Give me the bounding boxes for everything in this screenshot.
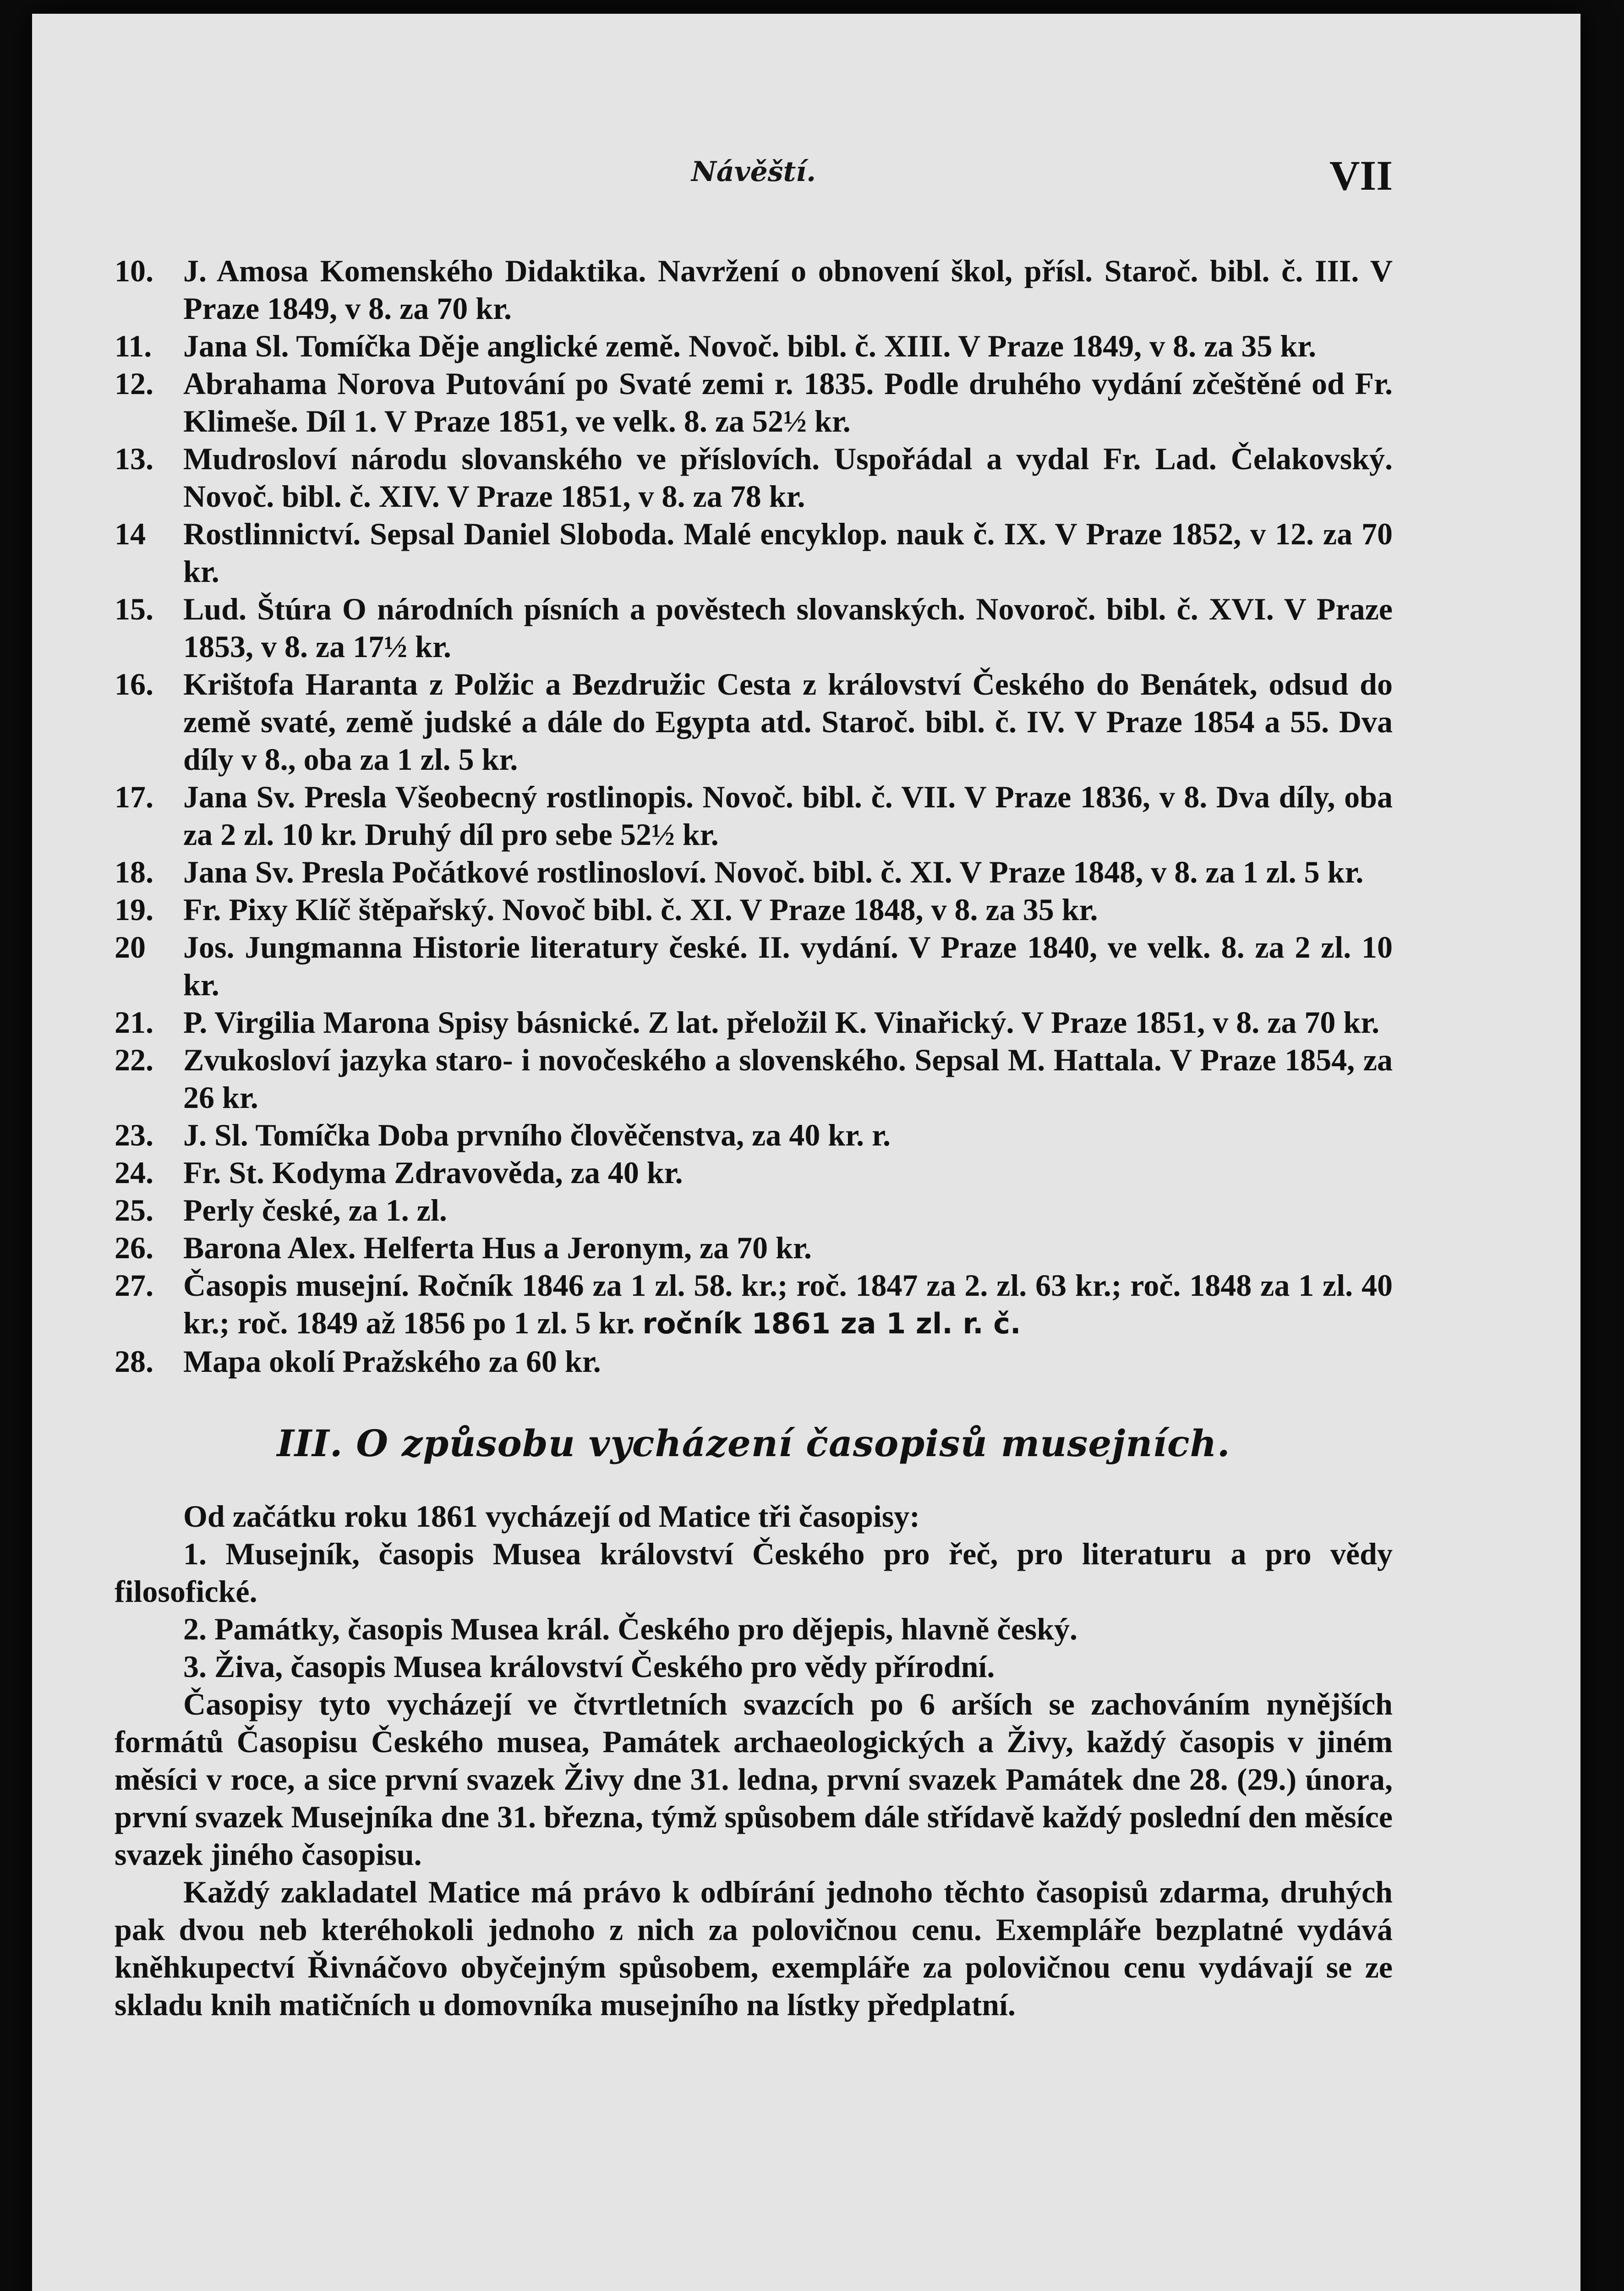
list-item-text: Abrahama Norova Putování po Svaté zemi r. 1835. Podle druhého vydání zčeštěné od Fr. Klimeše. Díl 1. V Praze 1851, ve velk. 8. za 52½ kr. [183, 366, 1393, 438]
list-item [115, 1003, 1393, 1041]
book-page [32, 14, 1580, 2291]
list-item-number: 19. [115, 892, 153, 927]
list-item-number: 24. [115, 1155, 153, 1190]
list-item-text: Mapa okolí Pražského za 60 kr. [183, 1344, 601, 1379]
running-title: Návěští. [691, 156, 816, 188]
list-item-number: 26. [115, 1230, 153, 1265]
list-item-number: 15. [115, 592, 153, 626]
list-item-text: Perly české, za 1. zl. [183, 1193, 447, 1228]
list-item-text: Jos. Jungmanna Historie literatury české. II. vydání. V Praze 1840, ve velk. 8. za 2 zl. 10 kr. [183, 930, 1393, 1002]
list-item-text: Jana Sv. Presla Všeobecný rostlinopis. Novoč. bibl. č. VII. V Praze 1836, v 8. Dva díly, oba za 2 zl. 10 kr. Druhý díl pro sebe 52½ kr. [183, 779, 1393, 852]
list-item-number: 21. [115, 1005, 153, 1040]
list-item-text: Jana Sv. Presla Počátkové rostlinosloví. Novoč. bibl. č. XI. V Praze 1848, v 8. za 1 zl. 5 kr. [183, 855, 1364, 889]
list-item-number: 11. [115, 329, 152, 363]
list-item [115, 365, 1393, 440]
section-paragraph: 3. Živa, časopis Musea království Českého pro vědy přírodní. [183, 1649, 995, 1684]
list-item-number: 22. [115, 1042, 153, 1077]
page-content [115, 252, 1393, 2023]
list-item [115, 928, 1393, 1003]
list-item [115, 1229, 1393, 1266]
list-item [115, 1191, 1393, 1229]
list-item-number: 25. [115, 1193, 153, 1228]
list-item-number: 23. [115, 1118, 153, 1152]
list-item-text: Časopis musejní. Ročník 1846 za 1 zl. 58. kr.; roč. 1847 za 2. zl. 63 kr.; roč. 1848 za 1 zl. 40 kr.; roč. 1849 až 1856 po 1 zl. 5 kr. [183, 1268, 1393, 1340]
list-item [115, 1154, 1393, 1191]
list-item-number: 28. [115, 1344, 153, 1379]
page-number: VII [1329, 152, 1393, 199]
list-item [115, 1041, 1393, 1116]
list-item-emphasis: ročník 1861 za 1 zl. r. č. [642, 1307, 1021, 1340]
list-item-text: Mudrosloví národu slovanského ve příslovích. Uspořádal a vydal Fr. Lad. Čelakovský. Novoč. bibl. č. XIV. V Praze 1851, v 8. za 78 kr. [183, 441, 1393, 514]
list-item-number: 16. [115, 667, 153, 702]
list-item-number: 20 [115, 930, 146, 965]
list-item-number: 18. [115, 855, 153, 889]
list-item [115, 665, 1393, 778]
list-item [115, 1343, 1393, 1380]
list-item-number: 14 [115, 516, 146, 551]
section-paragraph: Časopisy tyto vycházejí ve čtvrtletních svazcích po 6 arších se zachováním nynějších formátů Časopisu Českého musea, Památek archaeologických a Živy, každý časopis v jiném měsíci v roce, a sice první svazek Živy dne 31. ledna, první svazek Památek dne 28. (29.) února, první svazek Musejníka dne 31. března, týmž spůsobem dále střídavě každý poslední den měsíce svazek jiného časopisu. [115, 1687, 1393, 1872]
list-item-text: Fr. Pixy Klíč štěpařský. Novoč bibl. č. XI. V Praze 1848, v 8. za 35 kr. [183, 892, 1098, 927]
list-item-text: Barona Alex. Helferta Hus a Jeronym, za 70 kr. [183, 1230, 812, 1265]
list-item [115, 590, 1393, 665]
list-item [115, 440, 1393, 515]
section-paragraph: 2. Památky, časopis Musea král. Českého pro dějepis, hlavně český. [183, 1611, 1077, 1646]
list-item-text: P. Virgilia Marona Spisy básnické. Z lat. přeložil K. Vinařický. V Praze 1851, v 8. za 70 kr. [183, 1005, 1380, 1040]
list-item-text: Zvukosloví jazyka staro- i novočeského a slovenského. Sepsal M. Hattala. V Praze 1854, za 26 kr. [183, 1042, 1393, 1115]
list-item-text: J. Sl. Tomíčka Doba prvního člověčenstva, za 40 kr. r. [183, 1118, 891, 1152]
list-item [115, 853, 1393, 891]
list-item-number: 10. [115, 253, 153, 288]
list-item-text: Fr. St. Kodyma Zdravověda, za 40 kr. [183, 1155, 683, 1190]
list-item-number: 12. [115, 366, 153, 401]
list-item [115, 891, 1393, 928]
publication-list [115, 252, 1393, 1380]
list-item-text: Krištofa Haranta z Polžic a Bezdružic Cesta z království Českého do Benátek, odsud do země svaté, země judské a dále do Egypta atd. Staroč. bibl. č. IV. V Praze 1854 a 55. Dva díly v 8., oba za 1 zl. 5 kr. [183, 667, 1393, 777]
page-header [115, 151, 1393, 202]
list-item-text: J. Amosa Komenského Didaktika. Navržení o obnovení škol, přísl. Staroč. bibl. č. III. V Praze 1849, v 8. za 70 kr. [183, 253, 1393, 326]
list-item [115, 252, 1393, 327]
list-item [115, 778, 1393, 853]
list-item-number: 13. [115, 441, 153, 476]
section-paragraph: Od začátku roku 1861 vycházejí od Matice tři časopisy: [183, 1499, 920, 1534]
section-paragraph: 1. Musejník, časopis Musea království Českého pro řeč, pro literaturu a pro vědy filosofické. [115, 1536, 1393, 1609]
list-item-text: Jana Sl. Tomíčka Děje anglické země. Novoč. bibl. č. XIII. V Praze 1849, v 8. za 35 kr. [183, 329, 1317, 363]
list-item [115, 1266, 1393, 1343]
section-paragraph: Každý zakladatel Matice má právo k odbírání jednoho těchto časopisů zdarma, druhých pak dvou neb kteréhokoli jednoho z nich za polovičnou cenu. Exempláře bezplatné vydává kněhkupectví Řivnáčovo obyčejným spůsobem, exempláře za polovičnou cenu vydávají se ze skladu knih matičních u domovníka musejního na lístky předplatní. [115, 1874, 1393, 2022]
list-item-text: Lud. Štúra O národních písních a pověstech slovanských. Novoroč. bibl. č. XVI. V Praze 1853, v 8. za 17½ kr. [183, 592, 1393, 664]
list-item-number: 17. [115, 779, 153, 814]
list-item [115, 515, 1393, 590]
list-item [115, 1116, 1393, 1154]
list-item-number: 27. [115, 1268, 153, 1303]
list-item-text: Rostlinnictví. Sepsal Daniel Sloboda. Malé encyklop. nauk č. IX. V Praze 1852, v 12. za 70 kr. [183, 516, 1393, 589]
section-heading: III. O způsobu vycházení časopisů musejních. [277, 1422, 1230, 1465]
list-item [115, 327, 1393, 365]
